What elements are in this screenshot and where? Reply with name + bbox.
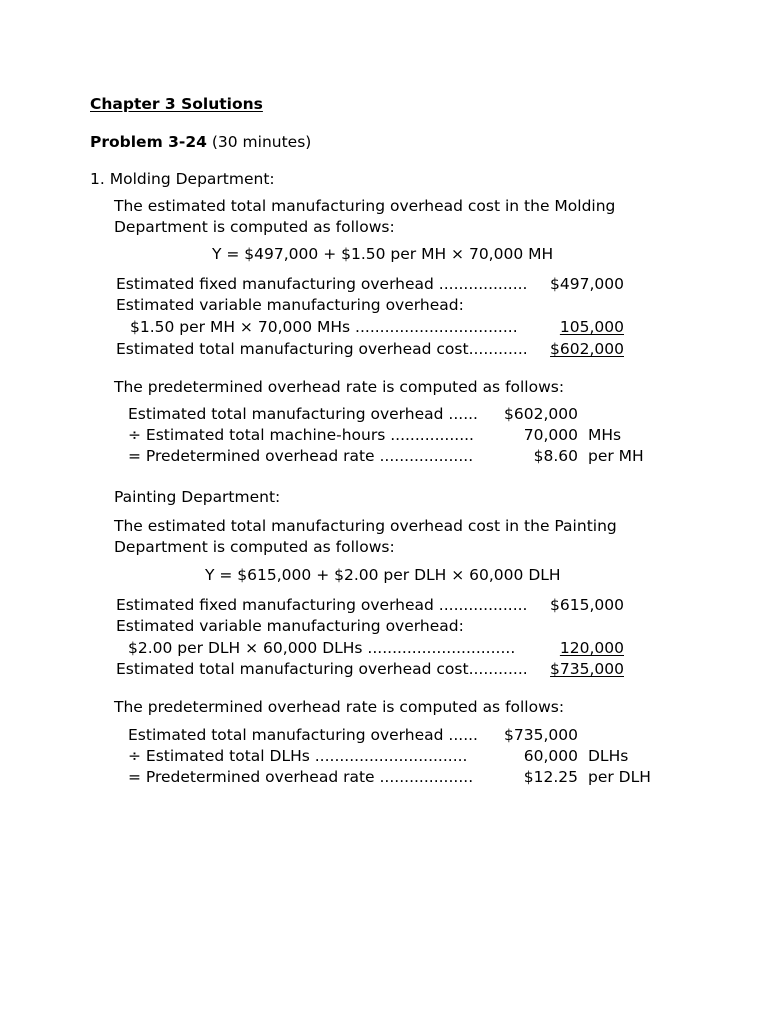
painting-fixed-label: Estimated fixed manufacturing overhead .................. (116, 596, 528, 614)
painting-rate-row-unit: DLHs (588, 747, 629, 765)
painting-total-value: $735,000 (550, 660, 624, 678)
painting-fixed-value: $615,000 (550, 596, 624, 614)
molding-variable-value: 105,000 (559, 318, 624, 336)
painting-rate-row-label: Estimated total manufacturing overhead ...... (128, 726, 478, 744)
painting-rate-row-value: $735,000 (504, 726, 578, 744)
molding-rate-row-value: $602,000 (504, 405, 578, 423)
painting-rate-row-value: 60,000 (523, 747, 578, 765)
painting-rate-row-value: $12.25 (523, 768, 578, 786)
molding-equation: Y = $497,000 + $1.50 per MH × 70,000 MH (212, 245, 554, 263)
problem-label: Problem 3-24 (90, 133, 207, 151)
painting-total-label: Estimated total manufacturing overhead cost............ (116, 660, 528, 678)
painting-rate-row-unit: per DLH (588, 768, 651, 786)
molding-rate-row-label: Estimated total manufacturing overhead ...... (128, 405, 478, 423)
problem-time: (30 minutes) (211, 133, 312, 151)
molding-variable-calc-label: $1.50 per MH × 70,000 MHs ................................. (130, 318, 518, 336)
painting-intro-line1: The estimated total manufacturing overhead cost in the Painting (114, 517, 617, 535)
painting-rate-row-label: ÷ Estimated total DLHs ............................... (128, 747, 468, 765)
painting-equation: Y = $615,000 + $2.00 per DLH × 60,000 DLH (205, 566, 561, 584)
molding-intro-line1: The estimated total manufacturing overhead cost in the Molding (114, 197, 616, 215)
painting-rate-intro: The predetermined overhead rate is computed as follows: (114, 698, 565, 716)
molding-rate-row-label: = Predetermined overhead rate ................... (128, 447, 474, 465)
painting-variable-calc-label: $2.00 per DLH × 60,000 DLHs .............................. (128, 639, 516, 657)
painting-variable-label: Estimated variable manufacturing overhead: (116, 617, 464, 635)
molding-total-label: Estimated total manufacturing overhead cost............ (116, 340, 528, 358)
molding-rate-row-label: ÷ Estimated total machine-hours ................. (128, 426, 474, 444)
painting-intro-line2: Department is computed as follows: (114, 538, 395, 556)
molding-rate-row-unit: MHs (588, 426, 622, 444)
painting-variable-value: 120,000 (559, 639, 624, 657)
part1-heading: 1. Molding Department: (90, 170, 275, 188)
molding-rate-intro: The predetermined overhead rate is computed as follows: (114, 378, 565, 396)
problem-heading (90, 132, 311, 152)
molding-intro-line2: Department is computed as follows: (114, 218, 395, 236)
molding-rate-row-unit: per MH (588, 447, 644, 465)
molding-fixed-label: Estimated fixed manufacturing overhead .................. (116, 275, 528, 293)
molding-rate-row-value: $8.60 (533, 447, 578, 465)
molding-fixed-value: $497,000 (550, 275, 624, 293)
molding-total-value: $602,000 (550, 340, 624, 358)
molding-variable-label: Estimated variable manufacturing overhead: (116, 296, 464, 314)
molding-rate-row-value: 70,000 (523, 426, 578, 444)
chapter-title: Chapter 3 Solutions (90, 95, 263, 113)
painting-heading: Painting Department: (114, 488, 281, 506)
painting-rate-row-label: = Predetermined overhead rate ................... (128, 768, 474, 786)
